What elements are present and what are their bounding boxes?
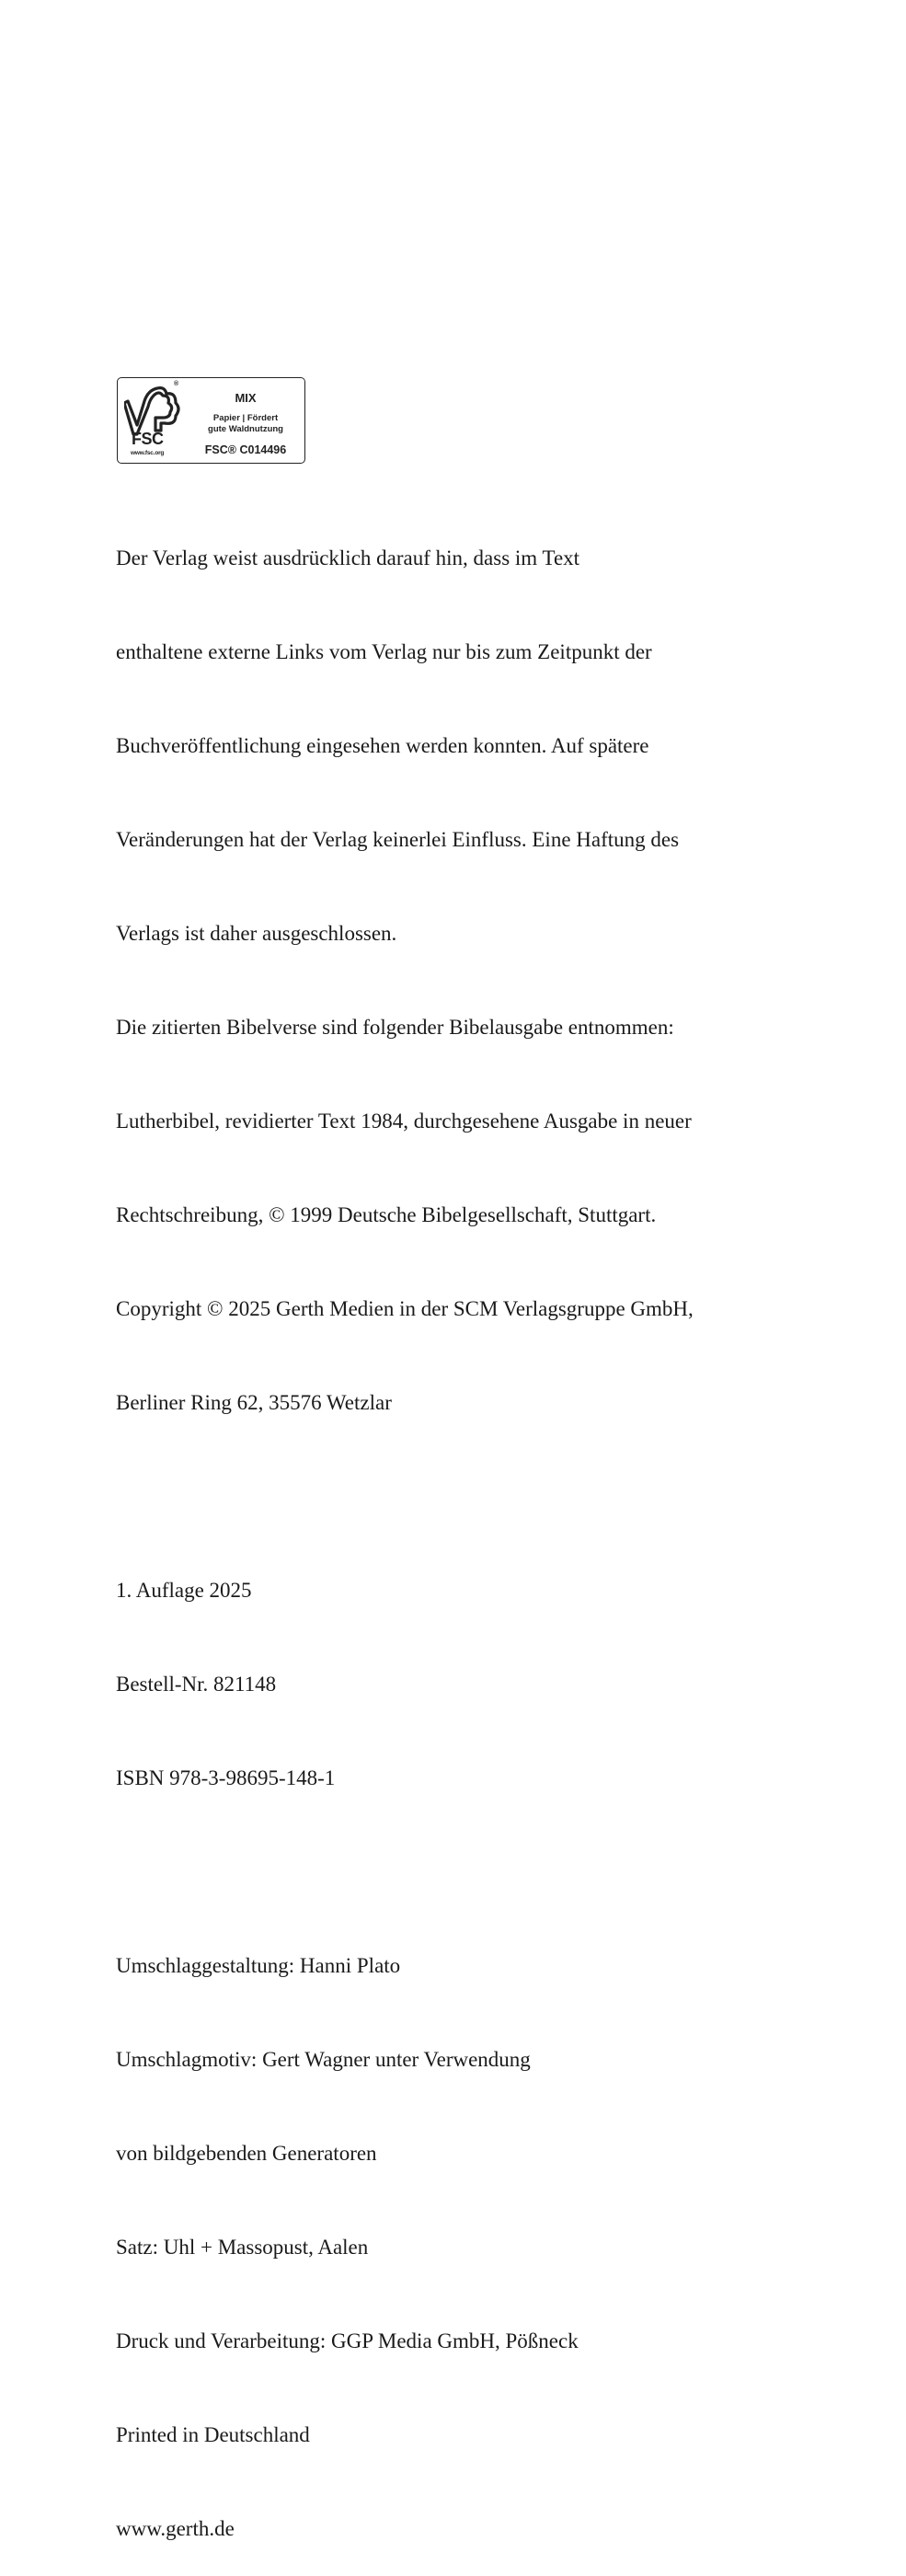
imprint-text <box>116 480 694 2576</box>
disclaimer-line: enthaltene externe Links vom Verlag nur bis zum Zeitpunkt der <box>116 640 652 663</box>
edition-auflage: 1. Auflage 2025 <box>116 1579 252 1602</box>
fsc-label-info <box>188 378 304 463</box>
copyright-line: Copyright © 2025 Gerth Medien in der SCM Verlagsgruppe GmbH, <box>116 1297 694 1320</box>
fsc-logo-text: FSC <box>132 430 164 448</box>
fsc-description <box>188 413 304 435</box>
spacer <box>116 1857 694 1888</box>
fsc-description-line: gute Waldnutzung <box>208 424 283 434</box>
fsc-mix: MIX <box>235 391 257 405</box>
credits-line: Satz: Uhl + Massopust, Aalen <box>116 2236 369 2259</box>
credits-line: Umschlaggestaltung: Hanni Plato <box>116 1954 401 1977</box>
spacer <box>116 1481 694 1512</box>
credits-line: von bildgebenden Generatoren <box>116 2142 377 2165</box>
copyright-line: Berliner Ring 62, 35576 Wetzlar <box>116 1391 392 1414</box>
disclaimer-line: Veränderungen hat der Verlag keinerlei Einfluss. Eine Haftung des <box>116 828 680 851</box>
bible-note-line: Lutherbibel, revidierter Text 1984, durchgesehene Ausgabe in neuer <box>116 1110 692 1133</box>
website-link[interactable]: www.gerth.de <box>116 2517 235 2540</box>
registered-mark: ® <box>174 381 179 387</box>
bible-note-line: Die zitierten Bibelverse sind folgender Bibelausgabe entnommen: <box>116 1016 674 1039</box>
credits-line: Druck und Verarbeitung: GGP Media GmbH, Pößneck <box>116 2329 579 2352</box>
credits-line: Printed in Deutschland <box>116 2423 310 2446</box>
fsc-license-code: FSC® C014496 <box>204 443 287 456</box>
disclaimer-line: Der Verlag weist ausdrücklich darauf hin, dass im Text <box>116 546 580 569</box>
fsc-logo-url: www.fsc.org <box>131 450 165 456</box>
bible-note-line: Rechtschreibung, © 1999 Deutsche Bibelgesellschaft, Stuttgart. <box>116 1203 657 1226</box>
edition-bestell-nr: Bestell-Nr. 821148 <box>116 1673 277 1696</box>
fsc-description-line: Papier | Fördert <box>212 413 279 423</box>
fsc-label <box>117 377 305 464</box>
credits-line: Umschlagmotiv: Gert Wagner unter Verwendung <box>116 2048 531 2071</box>
disclaimer-line: Buchveröffentlichung eingesehen werden konnten. Auf spätere <box>116 734 649 757</box>
edition-isbn: ISBN 978-3-98695-148-1 <box>116 1766 336 1789</box>
disclaimer-line: Verlags ist daher ausgeschlossen. <box>116 922 397 945</box>
